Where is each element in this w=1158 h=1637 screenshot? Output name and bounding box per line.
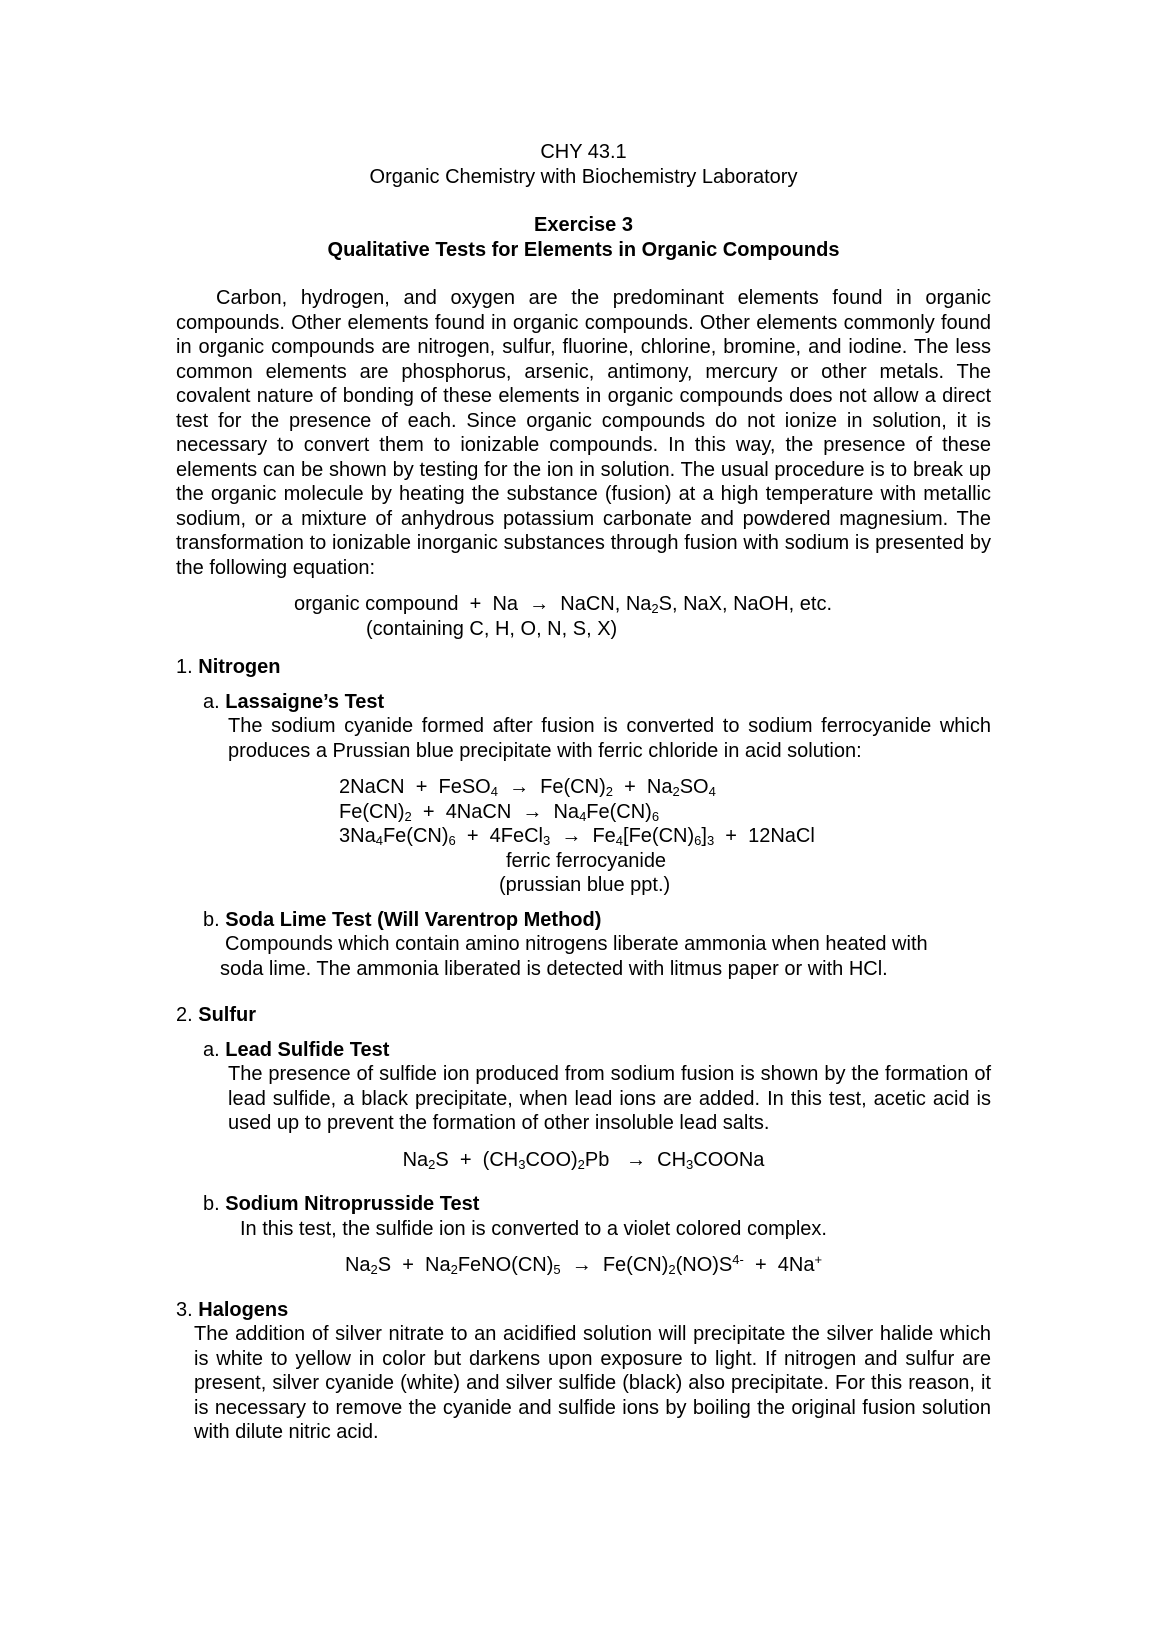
section-heading [176, 1003, 991, 1028]
subsection-letter: b. [203, 1193, 220, 1215]
course-title: Organic Chemistry with Biochemistry Laboratory [369, 165, 798, 188]
section-number: 2. [176, 1004, 193, 1026]
halogens-body: The addition of silver nitrate to an acidified solution will precipitate the silver halide which is white to yellow in color but darkens upon exposure to light. If nitrogen and sulfur are present, silver cyanide (white) and silver sulfide (black) also precipitate. For this reason, it is necessary to remove the cyanide and sulfide ions by boiling the original fusion solution with dilute nitric acid. [194, 1323, 991, 1443]
subsection-letter: b. [203, 908, 220, 931]
lassaigne-equations [176, 775, 991, 898]
subsection-title: Lassaigne’s Test [225, 690, 385, 713]
body-line: soda lime. The ammonia liberated is detected with litmus paper or with HCl. [220, 957, 888, 980]
nitroprusside-equation: $Na_2S$ + $Na_2FeNO(CN)_5 \to Fe(CN)_2(NO)S^{4-} + 4Na^+$ [344, 1252, 823, 1277]
lead-sulfide-body: The presence of sulfide ion produced from sodium fusion is shown by the formation of lead sulfide, a black precipitate, when lead ions are added. In this test, acetic acid is used up to prevent the formation of other insoluble lead salts. [228, 1063, 991, 1134]
exercise-number: Exercise 3 [534, 214, 633, 236]
equation-line: $Fe(CN)_2$ + 4NaCN → $Na_4Fe(CN)_6$ [339, 800, 660, 824]
equation-note: (prussian blue ppt.) [499, 874, 671, 896]
course-code: CHY 43.1 [540, 141, 627, 163]
document-page [176, 140, 991, 1445]
section-heading [176, 1298, 991, 1323]
subsection-heading-lead-sulfide [203, 1038, 991, 1063]
section-sulfur [176, 1003, 991, 1278]
equation-note: ferric ferrocyanide [506, 849, 667, 872]
fusion-note: (containing C, H, O, N, S, X) [366, 617, 618, 640]
intro-paragraph: Carbon, hydrogen, and oxygen are the predominant elements found in organic compounds. Other elements found in organic compounds. Other elements commonly found in organic compounds are nitrogen, sulfur, fluorine, chlorine, bromine, and iodine. The less common elements are phosphorus, arsenic, antimony, mercury or other metals. The covalent nature of bonding of these elements in organic compounds does not allow a direct test for the presence of each. Since organic compounds do not ionize in solution, it is necessary to convert them to ionizable compounds. In this way, the presence of these elements can be shown by testing for the ion in solution. The usual procedure is to break up the organic molecule by heating the substance (fusion) at a high temperature with metallic sodium, or a mixture of anhydrous potassium carbonate and powdered magnesium. The transformation to ionizable inorganic substances through fusion with sodium is presented by the following equation: [176, 287, 991, 579]
subsection-letter: a. [203, 690, 220, 713]
fusion-subscript: 2 [651, 601, 659, 616]
lassaigne-body: The sodium cyanide formed after fusion is converted to sodium ferrocyanide which produces a Prussian blue precipitate with ferric chloride in acid solution: [228, 715, 991, 762]
lead-sulfide-equation: $Na_2S + (CH_3COO)_2Pb$ → $CH_3COONa$ [402, 1148, 765, 1172]
subsection-heading-nitroprusside [203, 1192, 991, 1217]
exercise-title: Qualitative Tests for Elements in Organic Compounds [327, 238, 840, 261]
fusion-lhs: organic compound + Na → NaCN, Na [294, 593, 652, 615]
subsection-title: Sodium Nitroprusside Test [225, 1193, 480, 1215]
section-title: Sulfur [198, 1004, 257, 1026]
subsection-heading-lassaigne [203, 690, 991, 715]
fusion-equation-line [294, 592, 991, 617]
fusion-rhs: S, NaX, NaOH, etc. [658, 593, 833, 615]
equation-line: $3Na_4Fe(CN)_6$ + 4FeCl$_3$ → $Fe_4[Fe(CN)_6]_3$ + 12NaCl [339, 825, 815, 848]
equation-line: 2NaCN + FeSO$_4$ → $Fe(CN)_2 + Na_2SO_4$ [339, 776, 716, 799]
nitroprusside-body: In this test, the sulfide ion is converted to a violet colored complex. [240, 1217, 827, 1240]
section-heading [176, 655, 991, 680]
subsection-letter: a. [203, 1038, 220, 1061]
section-number: 1. [176, 656, 193, 678]
section-title: Nitrogen [198, 656, 281, 678]
section-number: 3. [176, 1298, 193, 1321]
subsection-title: Lead Sulfide Test [225, 1038, 390, 1061]
subsection-heading-soda-lime [203, 908, 991, 933]
subsection-title: Soda Lime Test (Will Varentrop Method) [225, 908, 602, 931]
section-halogens [176, 1298, 991, 1445]
section-title: Halogens [198, 1298, 289, 1321]
fusion-equation [176, 592, 991, 641]
body-line: Compounds which contain amino nitrogens liberate ammonia when heated with [225, 933, 928, 955]
section-nitrogen [176, 655, 991, 981]
soda-lime-body [220, 932, 991, 981]
